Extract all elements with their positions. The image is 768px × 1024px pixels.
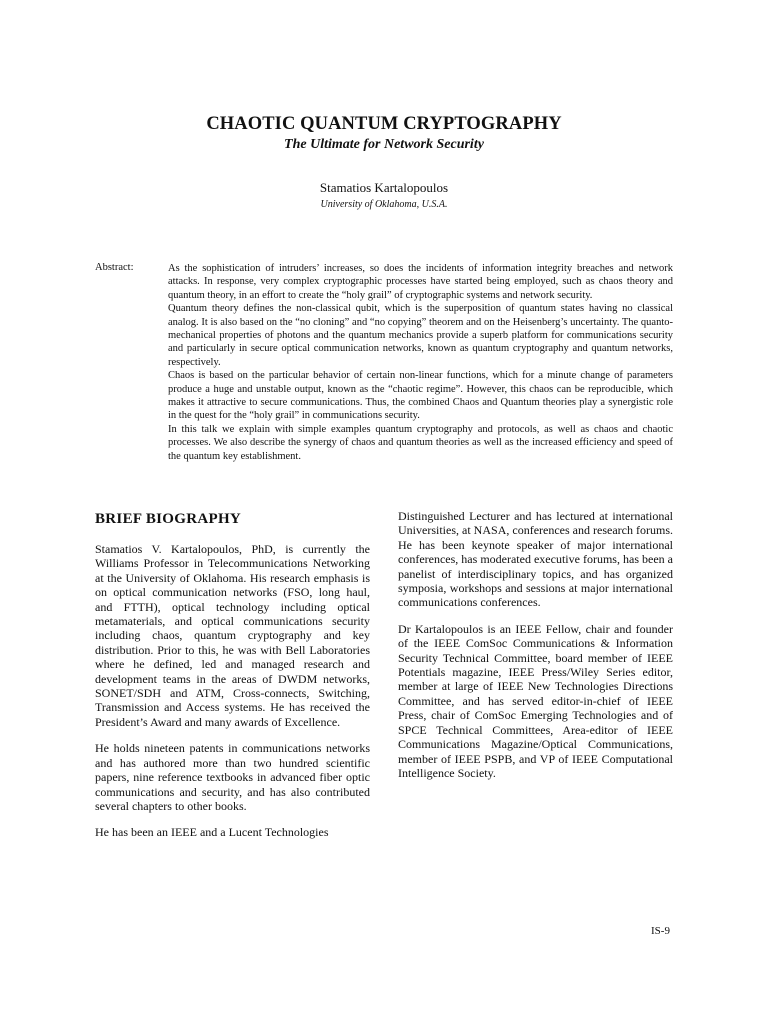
- biography-paragraph: He has been an IEEE and a Lucent Technologies: [95, 825, 329, 840]
- biography-paragraph: He holds nineteen patents in communications networks and has authored more than two hundred scientific papers, nine reference textbooks in advanced fiber optic communications and security, and has also contributed several chapters to other books.: [95, 741, 370, 813]
- abstract-paragraph: Quantum theory defines the non-classical qubit, which is the superposition of quantum states having no classical analog. It is also based on the “no cloning” and “no copying” theorem and on the Heisenberg’s uncertainty. The quanto-mechanical properties of photons and the quantum mechanics provide a superb platform for communications security and particularly in secure optical communication networks, known as quantum cryptography and quantum networks, respectively.: [168, 303, 673, 368]
- biography-paragraph: Stamatios V. Kartalopoulos, PhD, is currently the Williams Professor in Telecommunications Networking at the University of Oklahoma. His research emphasis is on optical communication networks (FSO, long haul, and FTTH), optical technology including optical metamaterials, and optical communications security including chaos, quantum cryptography and key distribution. Prior to this, he was with Bell Laboratories where he defined, led and managed research and development teams in the areas of DWDM networks, SONET/SDH and ATM, Cross-connects, Switching, Transmission and Access systems. He has received the President’s Award and many awards of Excellence.: [95, 542, 370, 729]
- paper-title: CHAOTIC QUANTUM CRYPTOGRAPHY: [206, 114, 562, 134]
- abstract-body: [168, 262, 673, 463]
- biography-right-column: [398, 509, 673, 792]
- abstract-label: Abstract:: [95, 262, 134, 273]
- biography-paragraph: Dr Kartalopoulos is an IEEE Fellow, chair and founder of the IEEE ComSoc Communications & Information Security Technical Committee, board member of IEEE Potentials magazine, IEEE Press/Wiley Series editor, member at large of IEEE New Technologies Directions Committee, and has served editor-in-chief of IEEE Press, chair of ComSoc Emerging Technologies and of SPCE Technical Committees, Area-editor of IEEE Communications Magazine/Optical Communications, member of IEEE PSPB, and VP of IEEE Computational Intelligence Society.: [398, 621, 673, 780]
- biography-paragraph: Distinguished Lecturer and has lectured at international Universities, at NASA, conferences and research forums. He has been keynote speaker of major international conferences, has moderated executive forums, has been a panelist of interdisciplinary topics, and has organized symposia, workshops and sessions at major international communications conferences.: [398, 509, 673, 610]
- author-affiliation: University of Oklahoma, U.S.A.: [320, 199, 448, 210]
- abstract-paragraph: Chaos is based on the particular behavior of certain non-linear functions, which for a minute change of parameters produce a huge and unstable output, known as the “chaotic regime”. However, this chaos can be reproducible, which makes it attractive to secure communications. Thus, the combined Chaos and Quantum theories play a synergistic role in the quest for the “holy grail” in communications security.: [168, 370, 673, 422]
- abstract-paragraph: As the sophistication of intruders’ increases, so does the incidents of information integrity breaches and network attacks. In response, very complex cryptographic processes have started being employed, such as chaos theory and quantum theory, in an effort to create the “holy grail” of cryptographic systems and network security.: [168, 263, 673, 301]
- paper-subtitle: The Ultimate for Network Security: [284, 137, 484, 152]
- page-number: IS-9: [651, 925, 670, 937]
- biography-left-column: [95, 542, 370, 852]
- abstract-paragraph: In this talk we explain with simple examples quantum cryptography and protocols, as well as chaos and chaotic processes. We also describe the synergy of chaos and quantum theories as well as the increased efficiency and speed of the quantum key establishment.: [168, 423, 673, 462]
- author-name: Stamatios Kartalopoulos: [319, 180, 449, 195]
- biography-heading: BRIEF BIOGRAPHY: [95, 511, 242, 527]
